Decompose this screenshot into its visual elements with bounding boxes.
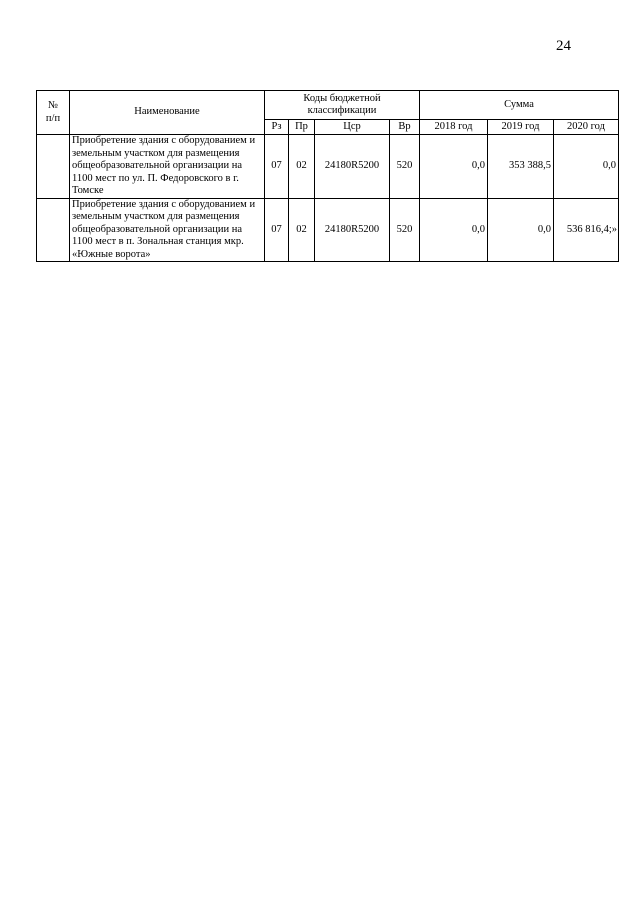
- row-num: [37, 198, 70, 262]
- header-2018: 2018 год: [420, 120, 488, 135]
- table-row: [37, 135, 619, 199]
- table-row: [37, 198, 619, 262]
- row-csr: 24180R5200: [315, 198, 390, 262]
- header-codes-group: Коды бюджетной классификации: [265, 91, 420, 120]
- row-num: [37, 135, 70, 199]
- row-vr: 520: [390, 198, 420, 262]
- header-vr: Вр: [390, 120, 420, 135]
- budget-table: [36, 90, 619, 262]
- row-2020: 536 816,4;»: [554, 198, 619, 262]
- row-rz: 07: [265, 135, 289, 199]
- row-csr: 24180R5200: [315, 135, 390, 199]
- row-2018: 0,0: [420, 198, 488, 262]
- row-pr: 02: [289, 135, 315, 199]
- header-row-1: [37, 91, 619, 120]
- row-rz: 07: [265, 198, 289, 262]
- row-2018: 0,0: [420, 135, 488, 199]
- page-number: 24: [556, 38, 571, 54]
- header-2020: 2020 год: [554, 120, 619, 135]
- row-name: Приобретение здания с оборудованием и земельным участком для размещения общеобразовательной организации на 1100 мест по ул. П. Федоровского в г. Томске: [70, 135, 265, 199]
- row-2019: 353 388,5: [488, 135, 554, 199]
- header-rz: Рз: [265, 120, 289, 135]
- header-name: Наименование: [70, 91, 265, 135]
- row-name: Приобретение здания с оборудованием и земельным участком для размещения общеобразовательной организации на 1100 мест в п. Зональная станция мкр. «Южные ворота»: [70, 198, 265, 262]
- header-pr: Пр: [289, 120, 315, 135]
- header-csr: Цср: [315, 120, 390, 135]
- row-pr: 02: [289, 198, 315, 262]
- row-2020: 0,0: [554, 135, 619, 199]
- row-vr: 520: [390, 135, 420, 199]
- header-num: № п/п: [37, 91, 70, 135]
- header-2019: 2019 год: [488, 120, 554, 135]
- header-sum-group: Сумма: [420, 91, 619, 120]
- row-2019: 0,0: [488, 198, 554, 262]
